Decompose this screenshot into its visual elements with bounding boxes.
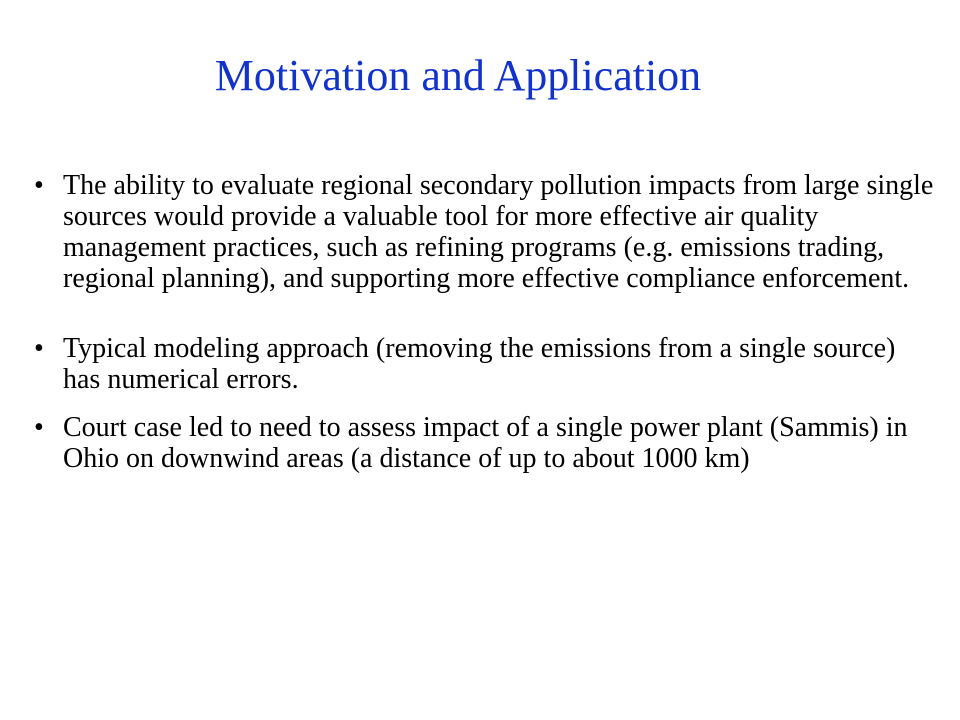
- bullet-text: The ability to evaluate regional secondary pollution impacts from large single sources would provide a valuable tool for more effective air quality management practices, such as refining programs (e.g. emissions trading, regional planning), and supporting more effective compliance enforcement.: [63, 170, 934, 294]
- bullet-icon: •: [34, 412, 44, 443]
- bullet-icon: •: [34, 170, 44, 201]
- slide-title: Motivation and Application: [214, 51, 702, 100]
- bullet-text: Court case led to need to assess impact of a single power plant (Sammis) in Ohio on downwind areas (a distance of up to about 1000 km): [63, 412, 908, 474]
- bullet-text: Typical modeling approach (removing the emissions from a single source) has numerical errors.: [63, 333, 896, 395]
- bullet-icon: •: [34, 333, 44, 364]
- bullet-item: [34, 170, 934, 294]
- bullet-item: [34, 412, 934, 474]
- bullet-item: [34, 333, 934, 395]
- bullet-list: [34, 170, 934, 474]
